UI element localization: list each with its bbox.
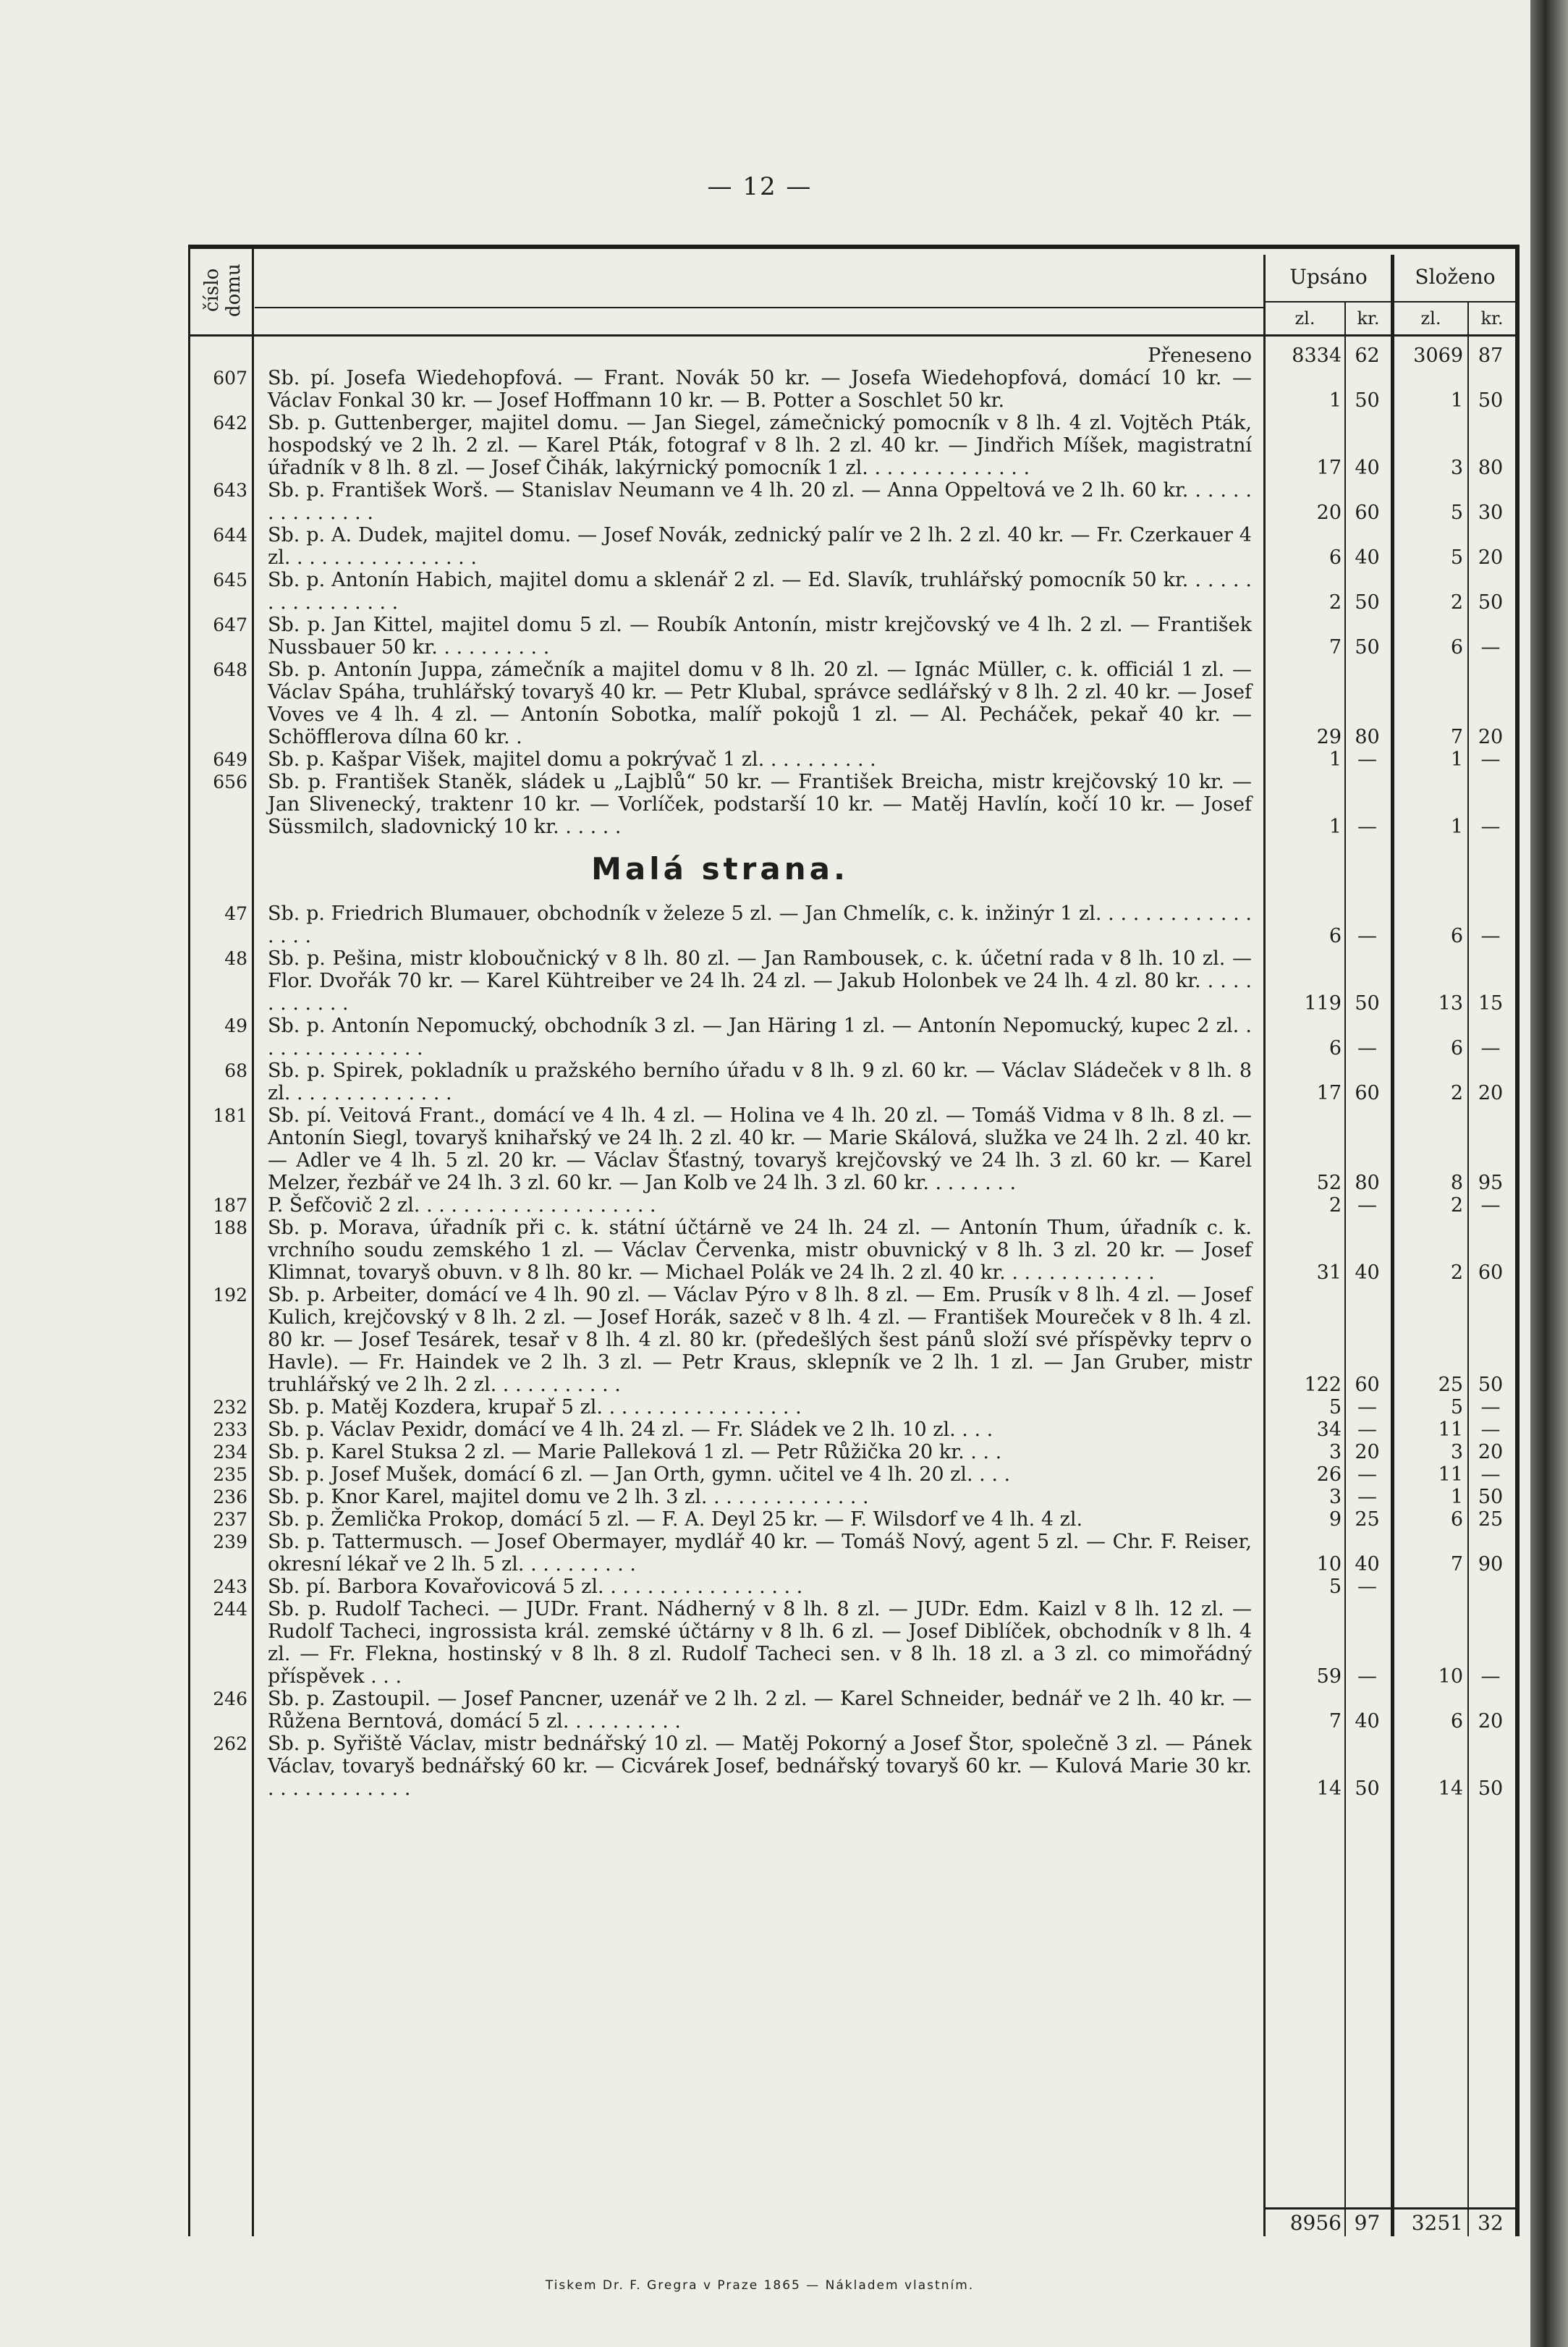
amount-slozeno-zl: 11 xyxy=(1438,1418,1463,1441)
amount-slozeno-kr: 50 xyxy=(1478,1374,1504,1396)
amount-upsano-zl: 26 xyxy=(1316,1463,1342,1486)
house-number: 235 xyxy=(213,1464,247,1485)
amount-slozeno-kr: 50 xyxy=(1478,389,1504,412)
amount-upsano-kr: — xyxy=(1357,748,1377,771)
house-number: 237 xyxy=(213,1509,247,1530)
amount-upsano-kr: 62 xyxy=(1355,344,1380,367)
amount-upsano-zl: 14 xyxy=(1316,1777,1342,1800)
amount-slozeno-zl: 1 xyxy=(1450,1486,1463,1508)
row-amounts xyxy=(1266,816,1516,838)
amount-upsano-zl: 7 xyxy=(1328,636,1342,659)
amount-upsano-kr: 60 xyxy=(1355,1374,1380,1396)
contribution-text: Sb. pí. Barbora Kovařovicová 5 zl. . . . . . . . . . . . . . . . . xyxy=(268,1576,803,1598)
totals-row xyxy=(1266,2211,1516,2236)
contribution-text: Sb. p. Antonín Habich, majitel domu a sklenář 2 zl. — Ed. Slavík, truhlářský pomocník 50 kr. . . . . . . . . . . . . . . . . xyxy=(268,569,1252,614)
row-amounts xyxy=(1266,1441,1516,1463)
amount-upsano-zl: 29 xyxy=(1316,726,1342,748)
amount-slozeno-zl: 6 xyxy=(1450,1710,1463,1733)
amount-slozeno-zl: 25 xyxy=(1438,1374,1463,1396)
house-number: 187 xyxy=(213,1195,247,1216)
table-row xyxy=(188,748,1520,771)
amount-upsano-zl: 1 xyxy=(1328,748,1342,771)
contribution-text: Sb. p. Žemlička Prokop, domácí 5 zl. — F. A. Deyl 25 kr. — F. Wilsdorf ve 4 lh. 4 zl. xyxy=(268,1508,1083,1531)
amount-slozeno-zl: 2 xyxy=(1450,1194,1463,1217)
amount-slozeno-kr: 50 xyxy=(1478,591,1504,614)
house-number: 47 xyxy=(224,903,247,924)
amount-upsano-kr: 20 xyxy=(1355,1441,1380,1463)
house-number: 192 xyxy=(213,1285,247,1306)
house-number: 188 xyxy=(213,1217,247,1238)
row-amounts xyxy=(1266,1710,1516,1733)
row-amounts xyxy=(1266,1082,1516,1104)
house-number: 246 xyxy=(213,1688,247,1709)
contribution-text: Sb. p. Friedrich Blumauer, obchodník v železe 5 zl. — Jan Chmelík, c. k. inžinýr 1 zl. . . . . . . . . . . . . . . . . xyxy=(268,902,1252,947)
amount-slozeno-zl: 6 xyxy=(1450,925,1463,947)
header-bottom-rule xyxy=(188,334,1520,337)
subheader-rule xyxy=(1263,301,1517,303)
table-row xyxy=(188,524,1520,569)
table-row xyxy=(188,1531,1520,1576)
amount-slozeno-zl: 7 xyxy=(1450,1553,1463,1576)
total-upsano-zl: 8956 xyxy=(1289,2211,1342,2235)
amount-slozeno-kr: 60 xyxy=(1478,1261,1504,1284)
amount-slozeno-kr: 50 xyxy=(1478,1777,1504,1800)
table-row xyxy=(188,1441,1520,1463)
header-upsano-zl: zl. xyxy=(1294,308,1315,329)
house-number: 644 xyxy=(213,525,247,546)
table-row xyxy=(188,412,1520,479)
house-number: 239 xyxy=(213,1531,247,1552)
amount-upsano-zl: 8334 xyxy=(1292,344,1342,367)
total-slozeno-kr: 32 xyxy=(1478,2211,1504,2235)
amount-upsano-kr: — xyxy=(1357,1576,1377,1598)
house-number: 181 xyxy=(213,1105,247,1126)
row-amounts xyxy=(1266,591,1516,614)
amount-upsano-kr: 40 xyxy=(1355,457,1380,479)
printer-imprint: Tiskem Dr. F. Gregra v Praze 1865 — Nákladem vlastním. xyxy=(545,2278,975,2293)
amount-slozeno-kr: 20 xyxy=(1478,546,1504,569)
row-amounts xyxy=(1266,1396,1516,1418)
amount-upsano-zl: 59 xyxy=(1316,1665,1342,1688)
table-row xyxy=(188,569,1520,614)
amount-slozeno-zl: 2 xyxy=(1450,1082,1463,1104)
amount-upsano-zl: 10 xyxy=(1316,1553,1342,1576)
amount-upsano-zl: 6 xyxy=(1328,546,1342,569)
amount-slozeno-zl: 6 xyxy=(1450,1037,1463,1060)
table-row xyxy=(188,1598,1520,1688)
row-amounts xyxy=(1266,502,1516,524)
amount-slozeno-kr: — xyxy=(1480,1665,1501,1688)
amount-slozeno-zl: 11 xyxy=(1438,1463,1463,1486)
total-upsano-kr: 97 xyxy=(1354,2211,1381,2235)
amount-slozeno-zl: 5 xyxy=(1450,1396,1463,1418)
amount-slozeno-zl: 1 xyxy=(1450,816,1463,838)
amount-upsano-zl: 122 xyxy=(1304,1374,1342,1396)
amount-upsano-zl: 119 xyxy=(1304,992,1342,1015)
amount-upsano-zl: 1 xyxy=(1328,389,1342,412)
house-number: 643 xyxy=(213,480,247,501)
amount-upsano-zl: 2 xyxy=(1328,1194,1342,1217)
amount-upsano-kr: — xyxy=(1357,1396,1377,1418)
table-row xyxy=(188,1463,1520,1486)
table-row xyxy=(188,1508,1520,1531)
header-slozeno-kr: kr. xyxy=(1480,308,1504,329)
row-amounts xyxy=(1266,1777,1516,1800)
row-amounts xyxy=(1266,1553,1516,1576)
row-amounts xyxy=(1266,1463,1516,1486)
page-binding-edge xyxy=(1530,0,1568,2347)
contribution-text: Sb. p. Václav Pexidr, domácí ve 4 lh. 24 zl. — Fr. Sládek ve 2 lh. 10 zl. . . . xyxy=(268,1418,993,1441)
table-row xyxy=(188,1217,1520,1284)
amount-upsano-kr: 80 xyxy=(1355,726,1380,748)
table-row xyxy=(188,1194,1520,1217)
house-number: 234 xyxy=(213,1442,247,1463)
contribution-text: P. Šefčovič 2 zl. . . . . . . . . . . . . . . . . . . . xyxy=(268,1194,656,1217)
rows-mala-strana xyxy=(188,902,1520,1800)
amount-slozeno-kr: 80 xyxy=(1478,457,1504,479)
row-amounts xyxy=(1266,636,1516,659)
amount-slozeno-zl: 5 xyxy=(1450,546,1463,569)
amount-upsano-zl: 9 xyxy=(1328,1508,1342,1531)
amount-slozeno-kr: — xyxy=(1480,1463,1501,1486)
row-amounts xyxy=(1266,1172,1516,1194)
row-amounts xyxy=(1266,1194,1516,1217)
amount-upsano-zl: 3 xyxy=(1328,1486,1342,1508)
header-slozeno: Složeno xyxy=(1415,265,1496,289)
house-number: 236 xyxy=(213,1487,247,1507)
header-upsano: Upsáno xyxy=(1289,265,1368,289)
amount-upsano-zl: 17 xyxy=(1316,457,1342,479)
amount-slozeno-zl: 2 xyxy=(1450,591,1463,614)
amount-slozeno-zl: 13 xyxy=(1438,992,1463,1015)
amount-slozeno-zl: 3 xyxy=(1450,1441,1463,1463)
contribution-text: Sb. p. František Staněk, sládek u „Lajblů“ 50 kr. — František Breicha, mistr krejčovský 10 kr. — Jan Sliveneckу́, traktenr 10 kr. — Vorlíček, podstarší 10 kr. — Matěj Havlín, kočí 10 kr. — Josef Süssmilch, sladovnický 10 kr. . . . . . xyxy=(268,771,1252,838)
amount-upsano-kr: — xyxy=(1357,1037,1377,1060)
amount-upsano-kr: — xyxy=(1357,1194,1377,1217)
contribution-text: Sb. p. Kašpar Višek, majitel domu a pokrývač 1 zl. . . . . . . . . . xyxy=(268,748,876,771)
row-amounts xyxy=(1266,925,1516,947)
row-amounts xyxy=(1266,1261,1516,1284)
amount-slozeno-zl: 14 xyxy=(1438,1777,1463,1800)
contribution-text: Sb. p. Jan Kittel, majitel domu 5 zl. — Roubík Antonín, mistr krejčovský ve 4 lh. 2 zl. — František Nussbauer 50 kr. . . . . . . . . . xyxy=(268,614,1252,659)
contribution-text: Sb. p. Guttenberger, majitel domu. — Jan Siegel, zámečnický pomocník v 8 lh. 4 zl. Vojtěch Pták, hospodský ve 2 lh. 2 zl. — Karel Pták, fotograf v 8 lh. 2 zl. 40 kr. — Jindřich Míšek, magistratní úřadník v 8 lh. 8 zl. — Josef Čihák, lakýrnický pomocník 1 zl. . . . . . . . . . . . . . xyxy=(268,412,1252,479)
amount-upsano-zl: 31 xyxy=(1316,1261,1342,1284)
table-row xyxy=(188,1104,1520,1194)
amount-upsano-kr: 80 xyxy=(1355,1172,1380,1194)
amount-slozeno-kr: — xyxy=(1480,925,1501,947)
table-row xyxy=(188,1284,1520,1396)
house-number: 642 xyxy=(213,413,247,434)
total-slozeno-zl: 3251 xyxy=(1411,2211,1463,2235)
contribution-text: Sb. p. A. Dudek, majitel domu. — Josef Novák, zednický palír ve 2 lh. 2 zl. 40 kr. — Fr. Czerkauer 4 zl. . . . . . . . . . . . . . . . xyxy=(268,524,1252,569)
row-amounts xyxy=(1266,389,1516,412)
amount-upsano-kr: 60 xyxy=(1355,502,1380,524)
table-row xyxy=(188,1733,1520,1800)
amount-upsano-kr: — xyxy=(1357,925,1377,947)
amount-slozeno-kr: 20 xyxy=(1478,726,1504,748)
house-number: 656 xyxy=(213,771,247,792)
amount-upsano-zl: 52 xyxy=(1316,1172,1342,1194)
table-row xyxy=(188,947,1520,1015)
amount-upsano-kr: 25 xyxy=(1355,1508,1380,1531)
amount-slozeno-kr: 20 xyxy=(1478,1710,1504,1733)
amount-upsano-kr: — xyxy=(1357,1418,1377,1441)
amount-upsano-kr: — xyxy=(1357,1463,1377,1486)
description-header-rule xyxy=(255,307,1263,308)
amount-upsano-kr: 40 xyxy=(1355,1710,1380,1733)
house-number: 48 xyxy=(224,948,247,969)
amount-slozeno-kr: 20 xyxy=(1478,1082,1504,1104)
amount-slozeno-kr: 15 xyxy=(1478,992,1504,1015)
amount-upsano-kr: 50 xyxy=(1355,992,1380,1015)
row-amounts xyxy=(1266,1486,1516,1508)
page-number: — 12 — xyxy=(707,172,813,201)
amount-slozeno-kr: — xyxy=(1480,816,1501,838)
amount-slozeno-zl: 10 xyxy=(1438,1665,1463,1688)
house-number: 647 xyxy=(213,614,247,635)
amount-slozeno-kr: 50 xyxy=(1478,1486,1504,1508)
amount-upsano-kr: 60 xyxy=(1355,1082,1380,1104)
table-row xyxy=(188,902,1520,947)
contribution-text: Sb. p. Karel Stuksa 2 zl. — Marie Palleková 1 zl. — Petr Růžička 20 kr. . . . xyxy=(268,1441,1002,1463)
row-amounts xyxy=(1266,1037,1516,1060)
amount-upsano-zl: 2 xyxy=(1328,591,1342,614)
ledger-rows xyxy=(188,344,1520,1800)
amount-slozeno-zl: 5 xyxy=(1450,502,1463,524)
totals-rule xyxy=(1266,2207,1516,2209)
amount-slozeno-zl: 6 xyxy=(1450,1508,1463,1531)
table-row xyxy=(188,1576,1520,1598)
contribution-text: Sb. p. Knor Karel, majitel domu ve 2 lh. 3 zl. . . . . . . . . . . . . . xyxy=(268,1486,869,1508)
amount-upsano-kr: 40 xyxy=(1355,1261,1380,1284)
table-row xyxy=(188,1418,1520,1441)
row-amounts xyxy=(1266,546,1516,569)
amount-slozeno-kr: 20 xyxy=(1478,1441,1504,1463)
contribution-text: Sb. p. Antonín Nepomucký, obchodník 3 zl. — Jan Häring 1 zl. — Antonín Nepomucký, kupec 2 zl. . . . . . . . . . . . . . . xyxy=(268,1015,1252,1060)
contribution-text: Sb. p. Spirek, pokladník u pražského berního úřadu v 8 lh. 9 zl. 60 kr. — Václav Sládeček v 8 lh. 8 zl. . . . . . . . . . . . . . xyxy=(268,1060,1252,1104)
contribution-text: Sb. p. František Worš. — Stanislav Neumann ve 4 lh. 20 zl. — Anna Oppeltová ve 2 lh. 60 kr. . . . . . . . . . . . . . . xyxy=(268,479,1252,524)
amount-slozeno-zl: 1 xyxy=(1450,748,1463,771)
table-row xyxy=(188,367,1520,412)
amount-slozeno-zl: 1 xyxy=(1450,389,1463,412)
amount-slozeno-kr: — xyxy=(1480,1194,1501,1217)
amount-slozeno-zl: 8 xyxy=(1450,1172,1463,1194)
table-row xyxy=(188,479,1520,524)
header-house-number: číslo domu xyxy=(201,263,245,317)
table-row xyxy=(188,771,1520,838)
amount-slozeno-kr: 30 xyxy=(1478,502,1504,524)
contribution-text: Sb. p. Antonín Juppa, zámečník a majitel domu v 8 lh. 20 zl. — Ignác Müller, c. k. officiál 1 zl. — Václav Spáha, truhlářský tovaryš 40 kr. — Petr Klubal, správce sedlářský v 8 lh. 2 zl. 40 kr. — Josef Voves ve 4 lh. 4 zl. — Antonín Sobotka, malíř pokojů 1 zl. — Al. Pecháček, pekař 40 kr. — Schöfflerova dílna 60 kr. . xyxy=(268,659,1252,748)
contribution-text: Sb. p. Pešina, mistr kloboučnický v 8 lh. 80 zl. — Jan Rambousek, c. k. účetní rada v 8 lh. 10 zl. — Flor. Dvořák 70 kr. — Karel Kühtreiber ve 24 lh. 24 zl. — Jakub Holonbek ve 24 lh. 4 zl. 80 kr. . . . . . . . . . . . xyxy=(268,947,1252,1015)
row-amounts xyxy=(1266,1374,1516,1396)
house-number: 645 xyxy=(213,570,247,591)
amount-upsano-zl: 5 xyxy=(1328,1396,1342,1418)
amount-upsano-kr: 50 xyxy=(1355,389,1380,412)
amount-slozeno-kr: — xyxy=(1480,1037,1501,1060)
amount-slozeno-zl: 2 xyxy=(1450,1261,1463,1284)
rows-nove-mesto xyxy=(188,367,1520,838)
house-number: 244 xyxy=(213,1599,247,1620)
table-row xyxy=(188,1688,1520,1733)
top-rule xyxy=(188,245,1520,249)
house-number: 233 xyxy=(213,1419,247,1440)
contribution-text: Sb. p. Arbeiter, domácí ve 4 lh. 90 zl. — Václav Pýro v 8 lh. 8 zl. — Em. Prusík v 8 lh. 4 zl. — Josef Kulich, krejčovský v 8 lh. 2 zl. — Josef Horák, sazeč v 8 lh. 4 zl. — František Moureček v 8 lh. 4 zl. 80 kr. — Josef Tesárek, tesař v 8 lh. 4 zl. 80 kr. (předešlých šest pánů složí své příspěvky teprv o Havle). — Fr. Haindek ve 2 lh. 3 zl. — Petr Kraus, sklepník ve 2 lh. 1 zl. — Jan Gruber, mistr truhlářský ve 2 lh. 2 zl. . . . . . . . . . . xyxy=(268,1284,1252,1396)
house-number: 49 xyxy=(224,1015,247,1036)
house-number: 648 xyxy=(213,659,247,680)
amount-upsano-zl: 34 xyxy=(1316,1418,1342,1441)
table-row xyxy=(188,614,1520,659)
amount-upsano-kr: 40 xyxy=(1355,546,1380,569)
amount-upsano-kr: 50 xyxy=(1355,1777,1380,1800)
row-amounts xyxy=(1266,1418,1516,1441)
contribution-text: Sb. p. Rudolf Tacheci. — JUDr. Frant. Nádherný v 8 lh. 8 zl. — JUDr. Edm. Kaizl v 8 lh. 12 zl. — Rudolf Tacheci, ingrossista král. zemské účtárny v 8 lh. 6 zl. — Josef Diblíček, obchodník v 8 lh. 4 zl. — Fr. Flekna, hostinský v 8 lh. 8 zl. Rudolf Tacheci sen. v 8 lh. 18 zl. a 3 zl. co mimořádný příspěvek . . . xyxy=(268,1598,1252,1688)
carried-forward-row xyxy=(188,344,1520,367)
table-row xyxy=(188,659,1520,748)
section-title: Malá strana. xyxy=(591,851,849,887)
house-number: 607 xyxy=(213,368,247,389)
amount-slozeno-zl: 3 xyxy=(1450,457,1463,479)
amount-slozeno-zl: 6 xyxy=(1450,636,1463,659)
contribution-text: Sb. p. Zastoupil. — Josef Pancner, uzenář ve 2 lh. 2 zl. — Karel Schneider, bednář ve 2 lh. 40 kr. — Růžena Berntová, domácí 5 zl. . . . . . . . . . xyxy=(268,1688,1252,1733)
amount-upsano-zl: 1 xyxy=(1328,816,1342,838)
carried-forward-label: Přeneseno xyxy=(1148,344,1252,367)
row-amounts xyxy=(1266,726,1516,748)
amount-slozeno-kr: — xyxy=(1480,1396,1501,1418)
amount-slozeno-zl: 3069 xyxy=(1413,344,1463,367)
header-upsano-kr: kr. xyxy=(1357,308,1380,329)
amount-slozeno-kr: — xyxy=(1480,748,1501,771)
amount-upsano-zl: 7 xyxy=(1328,1710,1342,1733)
house-number: 262 xyxy=(213,1733,247,1754)
amount-slozeno-kr: — xyxy=(1480,636,1501,659)
row-amounts xyxy=(1266,1576,1516,1598)
row-amounts xyxy=(1266,748,1516,771)
row-amounts xyxy=(1266,992,1516,1015)
amount-upsano-zl: 3 xyxy=(1328,1441,1342,1463)
contribution-text: Sb. p. Matěj Kozdera, krupař 5 zl. . . . . . . . . . . . . . . . . xyxy=(268,1396,802,1418)
table-row xyxy=(188,1486,1520,1508)
amount-upsano-zl: 20 xyxy=(1316,502,1342,524)
contribution-text: Sb. p. Syřiště Václav, mistr bednářský 10 zl. — Matěj Pokorný a Josef Štor, společně 3 zl. — Pánek Václav, tovaryš bednářský 60 kr. — Cicvárek Josef, bednářský tovaryš 60 kr. — Kulová Marie 30 kr. . . . . . . . . . . . . xyxy=(268,1733,1252,1800)
amount-slozeno-kr: 95 xyxy=(1478,1172,1504,1194)
amount-upsano-kr: — xyxy=(1357,816,1377,838)
amount-upsano-zl: 5 xyxy=(1328,1576,1342,1598)
contribution-text: Sb. p. Tattermusch. — Josef Obermayer, mydlář 40 kr. — Tomáš Nový, agent 5 zl. — Chr. F. Reiser, okresní lékař ve 2 lh. 5 zl. . . . . . . . . . xyxy=(268,1531,1252,1576)
contribution-text: Sb. p. Josef Mušek, domácí 6 zl. — Jan Orth, gymn. učitel ve 4 lh. 20 zl. . . . xyxy=(268,1463,1011,1486)
row-amounts xyxy=(1266,1665,1516,1688)
amount-upsano-kr: — xyxy=(1357,1486,1377,1508)
contribution-text: Sb. p. Morava, úřadník při c. k. státní účtárně ve 24 lh. 24 zl. — Antonín Thum, úřadník c. k. vrchního soudu zemského 1 zl. — Václav Červenka, mistr obuvnický v 8 lh. 3 zl. 20 kr. — Josef Klimnat, tovaryš obuvn. v 8 lh. 80 kr. — Michael Polák ve 24 lh. 2 zl. 40 kr. . . . . . . . . . . . . xyxy=(268,1217,1252,1284)
table-row xyxy=(188,1060,1520,1104)
carried-forward-amounts xyxy=(1266,344,1516,367)
amount-slozeno-kr: 25 xyxy=(1478,1508,1504,1531)
amount-upsano-zl: 6 xyxy=(1328,925,1342,947)
amount-slozeno-zl: 7 xyxy=(1450,726,1463,748)
amount-upsano-kr: 50 xyxy=(1355,591,1380,614)
row-amounts xyxy=(1266,457,1516,479)
amount-slozeno-kr: 87 xyxy=(1478,344,1504,367)
amount-slozeno-kr: 90 xyxy=(1478,1553,1504,1576)
amount-upsano-zl: 6 xyxy=(1328,1037,1342,1060)
contribution-text: Sb. pí. Veitová Frant., domácí ve 4 lh. 4 zl. — Holina ve 4 lh. 20 zl. — Tomáš Vidma v 8 lh. 8 zl. — Antonín Siegl, tovaryš knihařský ve 24 lh. 2 zl. 40 kr. — Marie Skálová, služka ve 24 lh. 2 zl. 40 kr. — Adler ve 4 lh. 5 zl. 20 kr. — Václav Šťastný, tovaryš krejčovský ve 24 lh. 3 zl. 60 kr. — Karel Melzer, řezbář ve 24 lh. 3 zl. 60 kr. — Jan Kolb ve 24 lh. 3 zl. 60 kr. . . . . . . . xyxy=(268,1104,1252,1194)
house-number: 68 xyxy=(224,1060,247,1081)
header-slozeno-zl: zl. xyxy=(1420,308,1441,329)
amount-upsano-kr: — xyxy=(1357,1665,1377,1688)
contribution-text: Sb. pí. Josefa Wiedehopfová. — Frant. Novák 50 kr. — Josefa Wiedehopfová, domácí 10 kr. — Václav Fonkal 30 kr. — Josef Hoffmann 10 kr. — B. Potter a Soschlet 50 kr. xyxy=(268,367,1252,412)
table-row xyxy=(188,1396,1520,1418)
amount-upsano-kr: 40 xyxy=(1355,1553,1380,1576)
amount-upsano-kr: 50 xyxy=(1355,636,1380,659)
amount-upsano-zl: 17 xyxy=(1316,1082,1342,1104)
amount-slozeno-kr: — xyxy=(1480,1418,1501,1441)
table-row xyxy=(188,1015,1520,1060)
house-number: 649 xyxy=(213,749,247,770)
house-number: 243 xyxy=(213,1576,247,1597)
house-number: 232 xyxy=(213,1397,247,1418)
row-amounts xyxy=(1266,1508,1516,1531)
